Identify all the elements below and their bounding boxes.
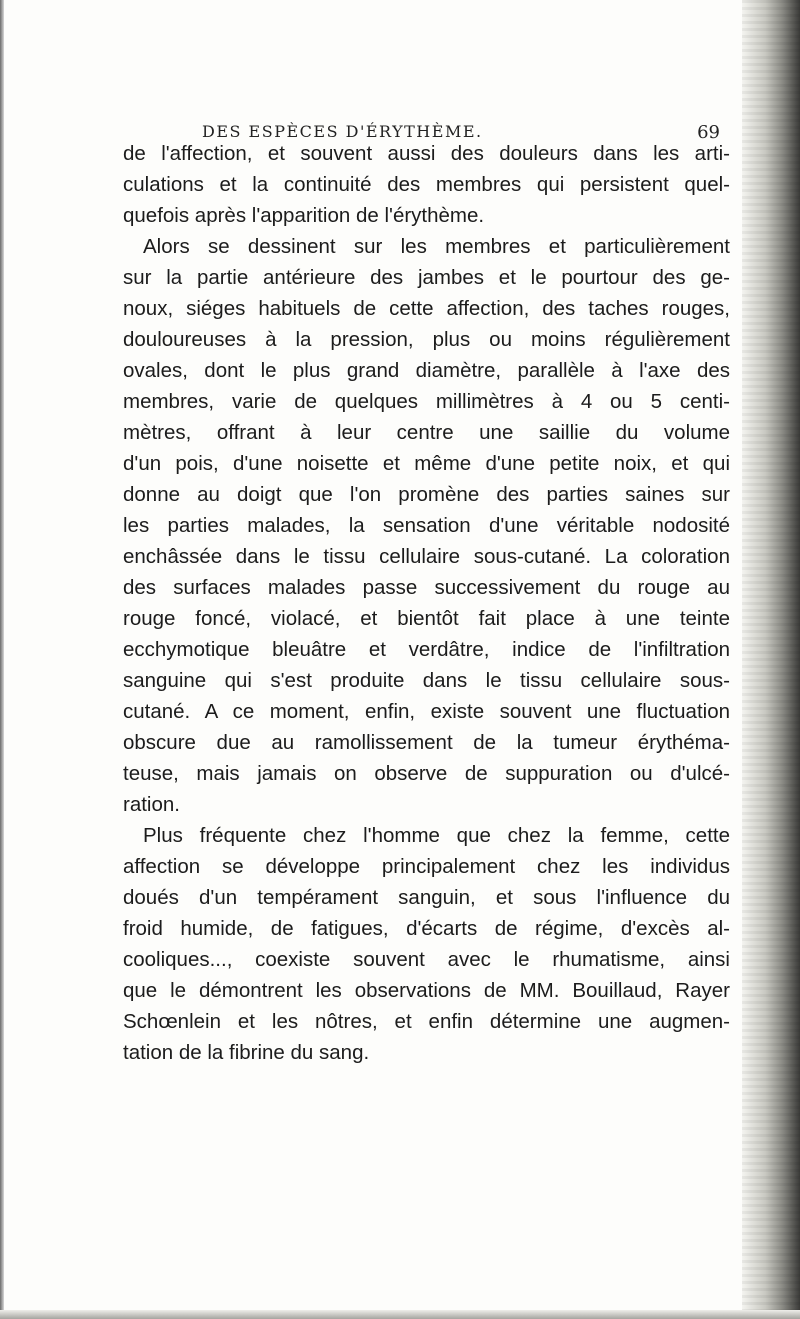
- page-right-edge: [742, 0, 800, 1319]
- text-line: ration.: [123, 793, 180, 816]
- text-line: Alors se dessinent sur les membres et particulièrement: [143, 235, 730, 258]
- text-line: froid humide, de fatigues, d'écarts de régime, d'excès al-: [123, 917, 730, 940]
- text-line: sur la partie antérieure des jambes et le pourtour des ge-: [123, 266, 730, 289]
- text-line: ecchymotique bleuâtre et verdâtre, indice de l'infiltration: [123, 638, 730, 661]
- text-line: d'un pois, d'une noisette et même d'une petite noix, et qui: [123, 452, 730, 475]
- text-line: rouge foncé, violacé, et bientôt fait place à une teinte: [123, 607, 730, 630]
- text-line: culations et la continuité des membres qui persistent quel-: [123, 173, 730, 196]
- text-line: enchâssée dans le tissu cellulaire sous-cutané. La coloration: [123, 545, 730, 568]
- page-bottom-edge: [0, 1310, 800, 1319]
- text-line: quefois après l'apparition de l'érythème.: [123, 204, 485, 227]
- text-line: membres, varie de quelques millimètres à 4 ou 5 centi-: [123, 390, 730, 413]
- text-line: noux, siéges habituels de cette affection, des taches rouges,: [123, 297, 730, 320]
- text-line: affection se développe principalement chez les individus: [123, 855, 730, 878]
- text-line: donne au doigt que l'on promène des parties saines sur: [123, 483, 730, 506]
- text-line: tation de la fibrine du sang.: [123, 1041, 370, 1064]
- text-line: teuse, mais jamais on observe de suppuration ou d'ulcé-: [123, 762, 730, 785]
- text-line: obscure due au ramollissement de la tumeur érythéma-: [123, 731, 730, 754]
- text-line: de l'affection, et souvent aussi des douleurs dans les arti-: [123, 142, 730, 165]
- text-line: ovales, dont le plus grand diamètre, parallèle à l'axe des: [123, 359, 730, 382]
- text-line: doués d'un tempérament sanguin, et sous l'influence du: [123, 886, 730, 909]
- body-text: [123, 138, 730, 1068]
- text-line: cutané. A ce moment, enfin, existe souvent une fluctuation: [123, 700, 730, 723]
- text-line: que le démontrent les observations de MM. Bouillaud, Rayer: [123, 979, 730, 1002]
- text-line: les parties malades, la sensation d'une véritable nodosité: [123, 514, 730, 537]
- text-line: des surfaces malades passe successivement du rouge au: [123, 576, 730, 599]
- page-left-edge: [0, 0, 4, 1319]
- text-line: mètres, offrant à leur centre une saillie du volume: [123, 421, 730, 444]
- text-line: sanguine qui s'est produite dans le tissu cellulaire sous-: [123, 669, 730, 692]
- text-line: cooliques..., coexiste souvent avec le rhumatisme, ainsi: [123, 948, 730, 971]
- running-title: DES ESPÈCES D'ÉRYTHÈME.: [202, 122, 483, 141]
- text-line: Schœnlein et les nôtres, et enfin détermine une augmen-: [123, 1010, 730, 1033]
- text-line: douloureuses à la pression, plus ou moins régulièrement: [123, 328, 730, 351]
- page-number: 69: [697, 122, 720, 143]
- text-line: Plus fréquente chez l'homme que chez la femme, cette: [143, 824, 730, 847]
